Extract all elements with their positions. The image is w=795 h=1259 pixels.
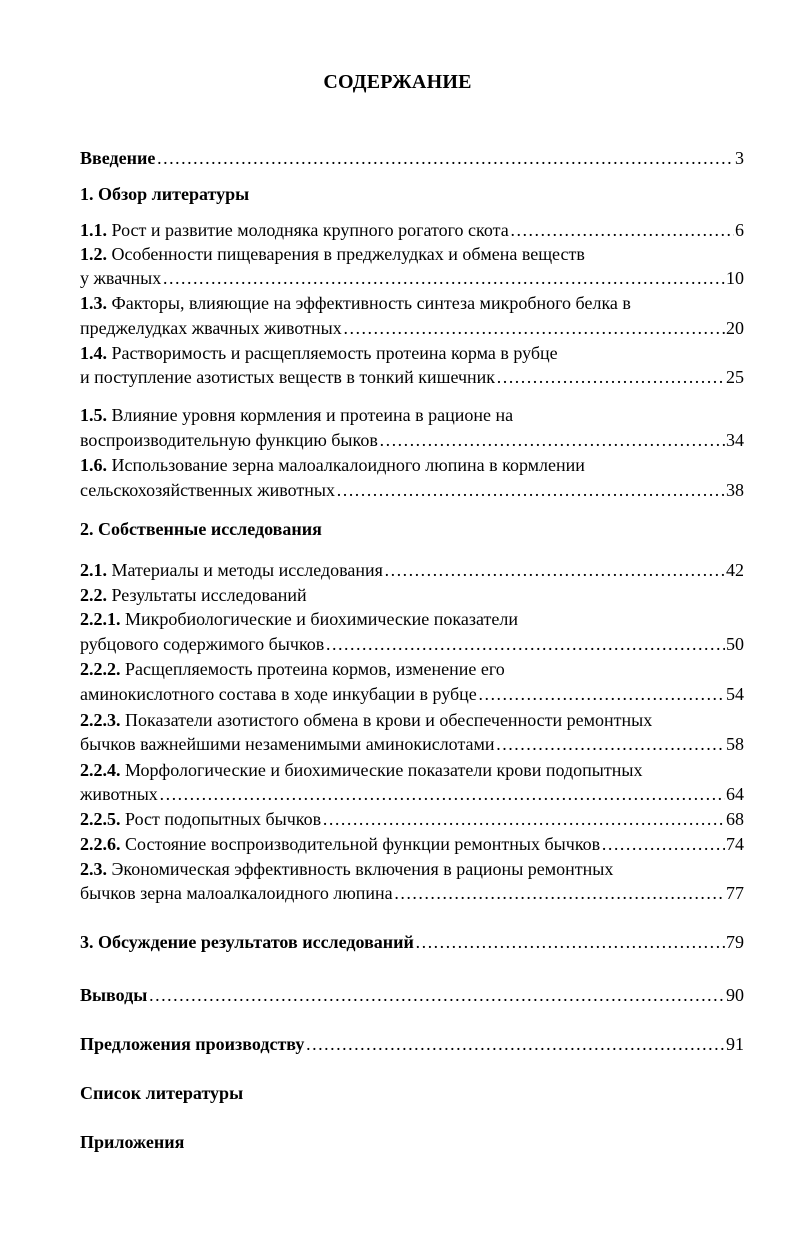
- toc-page-number: 58: [726, 734, 744, 754]
- toc-entry-continuation[interactable]: [80, 364, 744, 390]
- toc-entry-title: Рост подопытных бычков: [120, 809, 322, 829]
- toc-leader-dots: [478, 681, 725, 707]
- toc-entry[interactable]: [80, 217, 744, 243]
- toc-entry-introduction[interactable]: [80, 145, 744, 171]
- toc-entry[interactable]: [80, 856, 744, 882]
- toc-entry[interactable]: [80, 290, 744, 316]
- page-title: СОДЕРЖАНИЕ: [323, 71, 472, 93]
- toc-entry-number: 2.1.: [80, 560, 107, 580]
- toc-section-heading[interactable]: 2. Собственные исследования: [80, 519, 322, 539]
- toc-entry-continuation[interactable]: [80, 880, 744, 906]
- toc-entry-title-cont: у жвачных: [80, 268, 162, 288]
- toc-entry-number: 2.3.: [80, 859, 107, 879]
- toc-entry-number: 1.4.: [80, 343, 107, 363]
- toc-leader-dots: [159, 781, 725, 807]
- toc-entry[interactable]: [80, 806, 744, 832]
- toc-entry-title: Результаты исследований: [107, 585, 307, 605]
- toc-entry[interactable]: [80, 656, 744, 682]
- toc-entry-continuation[interactable]: [80, 781, 744, 807]
- toc-entry-label: Предложения производству: [80, 1034, 305, 1054]
- toc-entry-number: 1.1.: [80, 220, 107, 240]
- toc-page-number: 54: [726, 684, 744, 704]
- toc-entry-label: Введение: [80, 148, 156, 168]
- toc-entry-title: Особенности пищеварения в преджелудках и обмена веществ: [107, 244, 585, 264]
- toc-leader-dots: [305, 1031, 725, 1057]
- toc-entry-continuation[interactable]: [80, 427, 744, 453]
- toc-entry-title: Растворимость и расщепляемость протеина корма в рубце: [107, 343, 558, 363]
- toc-entry-continuation[interactable]: [80, 631, 744, 657]
- toc-entry-title-cont: и поступление азотистых веществ в тонкий кишечник: [80, 367, 496, 387]
- toc-entry-references[interactable]: Список литературы: [80, 1083, 244, 1103]
- toc-entry-title: Рост и развитие молодняка крупного рогатого скота: [107, 220, 509, 240]
- toc-entry[interactable]: [80, 340, 744, 366]
- toc-leader-dots: [384, 557, 725, 583]
- toc-entry-continuation[interactable]: [80, 477, 744, 503]
- toc-entry[interactable]: [80, 707, 744, 733]
- toc-entry-continuation[interactable]: [80, 265, 744, 291]
- toc-leader-dots: [415, 929, 725, 955]
- toc-leader-dots: [601, 831, 725, 857]
- toc-entry-number: 2.2.5.: [80, 809, 121, 829]
- toc-leader-dots: [496, 731, 725, 757]
- toc-page-number: 68: [726, 809, 744, 829]
- toc-entry-title: Микробиологические и биохимические показатели: [120, 609, 518, 629]
- toc-page-number: 34: [726, 430, 744, 450]
- toc-leader-dots: [496, 364, 725, 390]
- toc-entry[interactable]: [80, 241, 744, 267]
- toc-leader-dots: [394, 880, 725, 906]
- toc-entry-label: Выводы: [80, 985, 148, 1005]
- toc-entry[interactable]: [80, 452, 744, 478]
- toc-entry[interactable]: [80, 831, 744, 857]
- toc-entry-proposals[interactable]: [80, 1031, 744, 1057]
- toc-entry-title: Использование зерна малоалкалоидного люпина в кормлении: [107, 455, 585, 475]
- toc-entry[interactable]: [80, 557, 744, 583]
- toc-entry-number: 1.6.: [80, 455, 107, 475]
- toc-entry-title-cont: животных: [80, 784, 158, 804]
- toc-page-number: 6: [735, 220, 744, 240]
- toc-entry-number: 1.2.: [80, 244, 107, 264]
- toc-page-number: 20: [726, 318, 744, 338]
- toc-entry-title: Морфологические и биохимические показатели крови подопытных: [120, 760, 643, 780]
- toc-page-number: 74: [726, 834, 744, 854]
- toc-leader-dots: [510, 217, 734, 243]
- toc-leader-dots: [336, 477, 725, 503]
- toc-entry-title: Состояние воспроизводительной функции ремонтных бычков: [120, 834, 601, 854]
- toc-leader-dots: [162, 265, 725, 291]
- toc-page-number: 79: [726, 932, 744, 952]
- toc-entry[interactable]: [80, 757, 744, 783]
- toc-leader-dots: [322, 806, 725, 832]
- toc-page-number: 10: [726, 268, 744, 288]
- toc-entry-title-cont: сельскохозяйственных животных: [80, 480, 335, 500]
- toc-section-heading[interactable]: 1. Обзор литературы: [80, 184, 250, 204]
- toc-entry-continuation[interactable]: [80, 315, 744, 341]
- toc-entry-appendices[interactable]: Приложения: [80, 1132, 185, 1152]
- toc-leader-dots: [343, 315, 725, 341]
- toc-page-number: 25: [726, 367, 744, 387]
- toc-entry-label: 3. Обсуждение результатов исследований: [80, 932, 414, 952]
- toc-entry-title: Факторы, влияющие на эффективность синтеза микробного белка в: [107, 293, 631, 313]
- toc-entry-title: Показатели азотистого обмена в крови и обеспеченности ремонтных: [120, 710, 653, 730]
- toc-page-number: 91: [726, 1034, 744, 1054]
- toc-entry-number: 1.3.: [80, 293, 107, 313]
- toc-page-number: 64: [726, 784, 744, 804]
- toc-entry-title: Расщепляемость протеина кормов, изменение его: [120, 659, 505, 679]
- toc-leader-dots: [148, 982, 725, 1008]
- toc-entry-title: Влияние уровня кормления и протеина в рационе на: [107, 405, 514, 425]
- toc-leader-dots: [156, 145, 734, 171]
- toc-entry-title-cont: рубцового содержимого бычков: [80, 634, 325, 654]
- toc-leader-dots: [379, 427, 725, 453]
- toc-entry-number: 2.2.4.: [80, 760, 121, 780]
- toc-entry[interactable]: [80, 402, 744, 428]
- toc-entry-conclusions[interactable]: [80, 982, 744, 1008]
- toc-entry-number: 1.5.: [80, 405, 107, 425]
- toc-leader-dots: [325, 631, 725, 657]
- toc-page-number: 50: [726, 634, 744, 654]
- toc-entry-continuation[interactable]: [80, 731, 744, 757]
- toc-entry[interactable]: [80, 606, 744, 632]
- toc-entry-number: 2.2.2.: [80, 659, 121, 679]
- toc-entry-discussion[interactable]: [80, 929, 744, 955]
- toc-entry-continuation[interactable]: [80, 681, 744, 707]
- toc-entry-title-cont: преджелудках жвачных животных: [80, 318, 342, 338]
- toc-page-number: 38: [726, 480, 744, 500]
- toc-entry-title-cont: аминокислотного состава в ходе инкубации в рубце: [80, 684, 477, 704]
- toc-entry-title: Экономическая эффективность включения в рационы ремонтных: [107, 859, 614, 879]
- toc-page-number: 77: [726, 883, 744, 903]
- toc-page-number: 90: [726, 985, 744, 1005]
- toc-entry-title-cont: воспроизводительную функцию быков: [80, 430, 378, 450]
- toc-page-number: 42: [726, 560, 744, 580]
- toc-entry-number: 2.2.1.: [80, 609, 121, 629]
- toc-page-number: 3: [735, 148, 744, 168]
- toc-entry-title-cont: бычков важнейшими незаменимыми аминокислотами: [80, 734, 495, 754]
- toc-entry-title-cont: бычков зерна малоалкалоидного люпина: [80, 883, 393, 903]
- toc-entry-number: 2.2.: [80, 585, 107, 605]
- toc-entry[interactable]: [80, 582, 744, 608]
- toc-entry-title: Материалы и методы исследования: [107, 560, 383, 580]
- toc-entry-number: 2.2.3.: [80, 710, 121, 730]
- toc-entry-number: 2.2.6.: [80, 834, 121, 854]
